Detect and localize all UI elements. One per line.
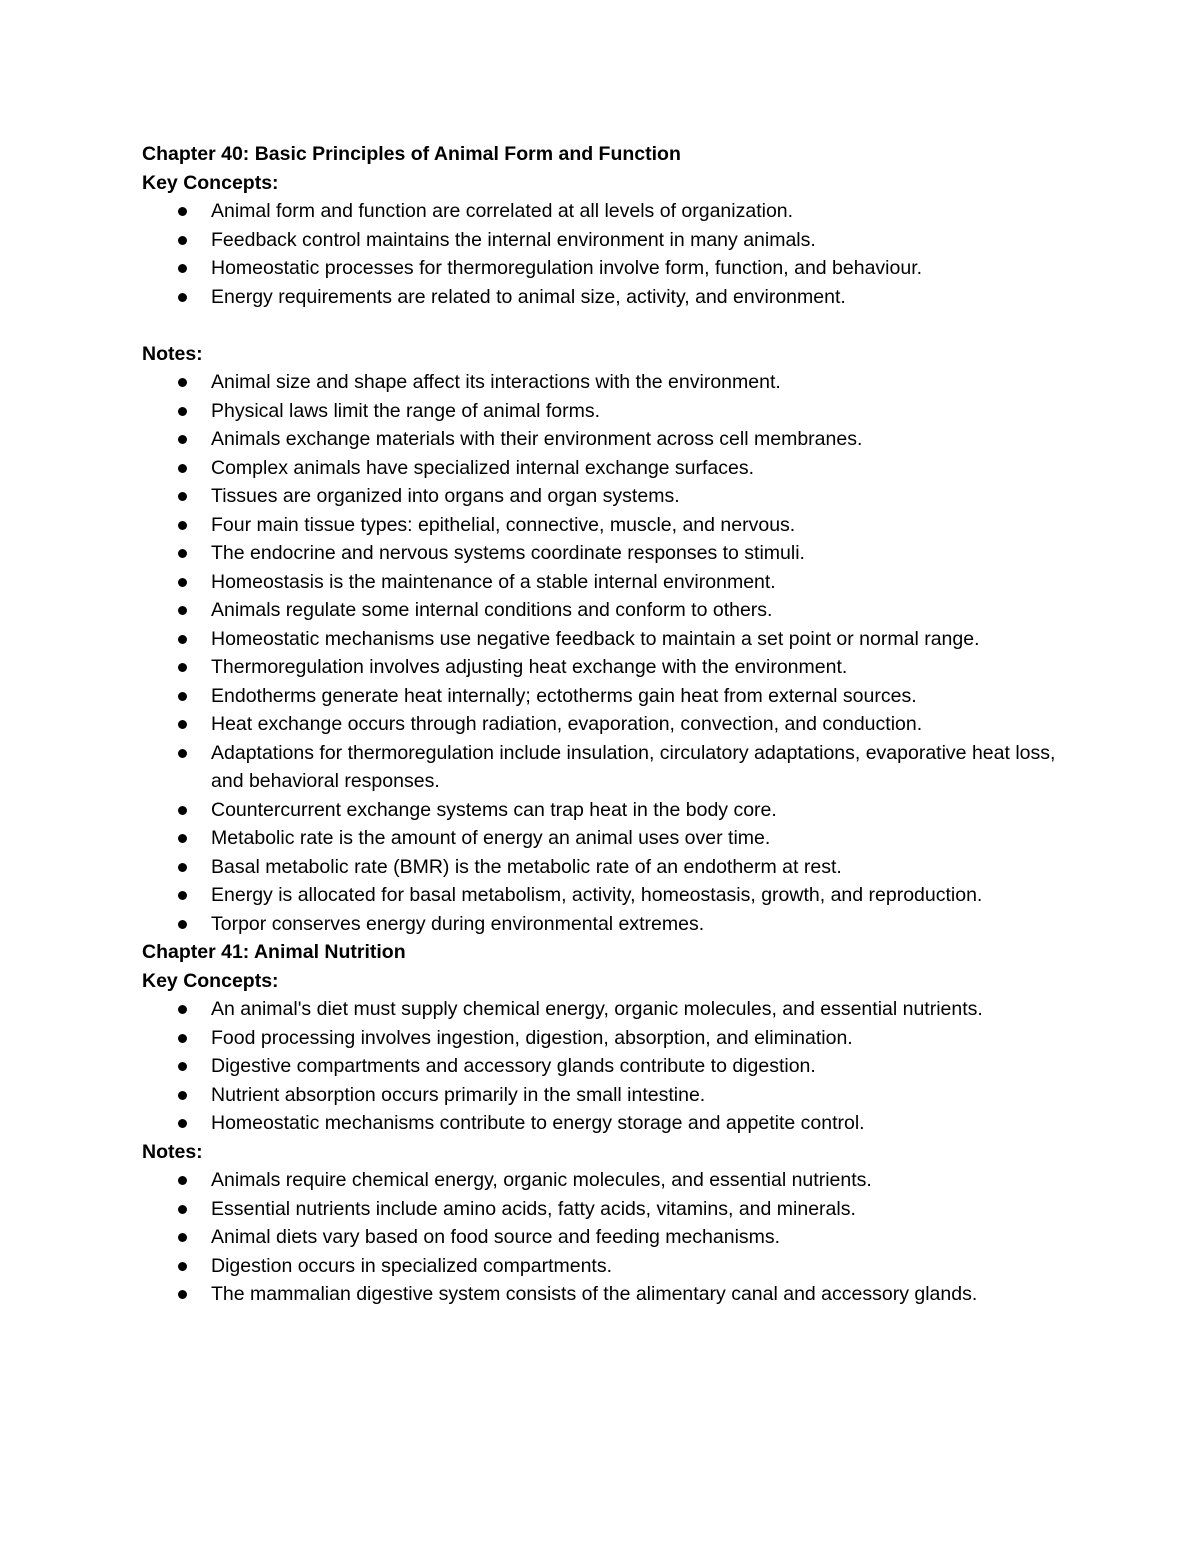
- list-item: [142, 539, 1072, 568]
- document-page: [142, 140, 1072, 1309]
- list-item-text: Energy requirements are related to animal size, activity, and environment.: [211, 285, 846, 308]
- list-item: [142, 1195, 1072, 1224]
- list-item: [142, 625, 1072, 654]
- bullet-icon: [178, 521, 187, 530]
- list-item-text: Tissues are organized into organs and organ systems.: [211, 485, 680, 507]
- list-item: [142, 1166, 1072, 1195]
- list-item: [142, 1024, 1072, 1053]
- list-item-text: Homeostatic mechanisms use negative feedback to maintain a set point or normal range.: [211, 627, 980, 650]
- list-item-text: Metabolic rate is the amount of energy an animal uses over time.: [211, 827, 771, 849]
- bullet-icon: [178, 606, 187, 615]
- list-item: [142, 368, 1072, 397]
- chapter-41-title: Chapter 41: Animal Nutrition: [142, 941, 406, 963]
- chapter-41-section: [142, 938, 1072, 1309]
- list-item-text: Heat exchange occurs through radiation, evaporation, convection, and conduction.: [211, 713, 923, 735]
- list-item-text: Digestive compartments and accessory glands contribute to digestion.: [211, 1055, 816, 1077]
- list-item: [142, 1252, 1072, 1281]
- list-item-text: An animal's diet must supply chemical energy, organic molecules, and essential nutrients.: [211, 998, 983, 1020]
- list-item: [142, 397, 1072, 426]
- bullet-icon: [178, 1233, 187, 1242]
- list-item-text: Physical laws limit the range of animal forms.: [211, 399, 601, 422]
- list-item: [142, 881, 1072, 910]
- list-item-text: Homeostatic processes for thermoregulation involve form, function, and behaviour.: [211, 257, 923, 279]
- bullet-icon: [178, 1176, 187, 1185]
- list-item: [142, 226, 1072, 255]
- list-item-text: Adaptations for thermoregulation include insulation, circulatory adaptations, evaporative heat loss, and behavioral responses.: [211, 741, 1056, 792]
- list-item: [142, 1223, 1072, 1252]
- bullet-icon: [178, 635, 187, 644]
- list-item-text: The mammalian digestive system consists of the alimentary canal and accessory glands.: [211, 1283, 978, 1305]
- list-item: [142, 653, 1072, 682]
- list-item-text: Countercurrent exchange systems can trap heat in the body core.: [211, 798, 777, 821]
- chapter-41-key-concepts-label: Key Concepts:: [142, 969, 279, 992]
- bullet-icon: [178, 293, 187, 302]
- list-item: [142, 511, 1072, 540]
- list-item: [142, 710, 1072, 739]
- chapter-40-key-concepts-list: [142, 197, 1072, 311]
- chapter-41-notes-label: Notes:: [142, 1140, 203, 1163]
- list-item: [142, 254, 1072, 283]
- list-item: [142, 482, 1072, 511]
- chapter-40-notes-label: Notes:: [142, 342, 203, 365]
- chapter-41-notes-list: [142, 1166, 1072, 1309]
- list-item: [142, 1109, 1072, 1138]
- bullet-icon: [178, 1119, 187, 1128]
- bullet-icon: [178, 1062, 187, 1071]
- list-item: [142, 739, 1072, 796]
- list-item-text: Essential nutrients include amino acids, fatty acids, vitamins, and minerals.: [211, 1197, 856, 1220]
- bullet-icon: [178, 435, 187, 444]
- bullet-icon: [178, 1091, 187, 1100]
- bullet-icon: [178, 549, 187, 558]
- list-item: [142, 425, 1072, 454]
- list-item: [142, 197, 1072, 226]
- list-item-text: Nutrient absorption occurs primarily in the small intestine.: [211, 1083, 706, 1106]
- chapter-41-key-concepts-list: [142, 995, 1072, 1138]
- list-item-text: Feedback control maintains the internal environment in many animals.: [211, 228, 816, 251]
- bullet-icon: [178, 891, 187, 900]
- list-item-text: Torpor conserves energy during environmental extremes.: [211, 912, 705, 935]
- list-item: [142, 995, 1072, 1024]
- list-item: [142, 1081, 1072, 1110]
- list-item: [142, 283, 1072, 312]
- bullet-icon: [178, 863, 187, 872]
- bullet-icon: [178, 834, 187, 843]
- bullet-icon: [178, 1005, 187, 1014]
- bullet-icon: [178, 1262, 187, 1271]
- list-item: [142, 824, 1072, 853]
- list-item-text: Animals exchange materials with their environment across cell membranes.: [211, 428, 863, 450]
- bullet-icon: [178, 920, 187, 929]
- bullet-icon: [178, 378, 187, 387]
- bullet-icon: [178, 578, 187, 587]
- list-item-text: Homeostasis is the maintenance of a stable internal environment.: [211, 570, 776, 593]
- list-item-text: Food processing involves ingestion, digestion, absorption, and elimination.: [211, 1026, 853, 1049]
- chapter-40-key-concepts-label: Key Concepts:: [142, 171, 279, 194]
- bullet-icon: [178, 236, 187, 245]
- bullet-icon: [178, 1205, 187, 1214]
- list-item-text: Energy is allocated for basal metabolism, activity, homeostasis, growth, and reproduction.: [211, 884, 983, 906]
- bullet-icon: [178, 806, 187, 815]
- list-item: [142, 454, 1072, 483]
- bullet-icon: [178, 264, 187, 273]
- list-item-text: Animals require chemical energy, organic molecules, and essential nutrients.: [211, 1169, 872, 1191]
- list-item-text: Thermoregulation involves adjusting heat exchange with the environment.: [211, 656, 848, 678]
- list-item-text: Animal size and shape affect its interactions with the environment.: [211, 371, 781, 393]
- list-item-text: Digestion occurs in specialized compartments.: [211, 1254, 613, 1277]
- bullet-icon: [178, 207, 187, 216]
- list-item: [142, 596, 1072, 625]
- bullet-icon: [178, 663, 187, 672]
- chapter-40-title: Chapter 40: Basic Principles of Animal Form and Function: [142, 143, 681, 165]
- list-item: [142, 568, 1072, 597]
- list-item: [142, 853, 1072, 882]
- chapter-40-section: [142, 140, 1072, 938]
- chapter-40-notes-list: [142, 368, 1072, 938]
- list-item-text: Animal diets vary based on food source and feeding mechanisms.: [211, 1226, 781, 1248]
- bullet-icon: [178, 692, 187, 701]
- list-item-text: The endocrine and nervous systems coordinate responses to stimuli.: [211, 542, 805, 564]
- bullet-icon: [178, 749, 187, 758]
- bullet-icon: [178, 492, 187, 501]
- bullet-icon: [178, 720, 187, 729]
- list-item-text: Endotherms generate heat internally; ectotherms gain heat from external sources.: [211, 684, 917, 707]
- list-item-text: Homeostatic mechanisms contribute to energy storage and appetite control.: [211, 1112, 865, 1134]
- bullet-icon: [178, 464, 187, 473]
- bullet-icon: [178, 1034, 187, 1043]
- list-item: [142, 910, 1072, 939]
- list-item: [142, 682, 1072, 711]
- blank-line: [142, 311, 1072, 340]
- list-item-text: Animals regulate some internal conditions and conform to others.: [211, 599, 773, 621]
- list-item-text: Basal metabolic rate (BMR) is the metabolic rate of an endotherm at rest.: [211, 855, 842, 878]
- bullet-icon: [178, 407, 187, 416]
- list-item-text: Complex animals have specialized internal exchange surfaces.: [211, 456, 755, 479]
- list-item-text: Four main tissue types: epithelial, connective, muscle, and nervous.: [211, 513, 796, 536]
- list-item: [142, 1052, 1072, 1081]
- list-item-text: Animal form and function are correlated at all levels of organization.: [211, 200, 794, 222]
- list-item: [142, 1280, 1072, 1309]
- list-item: [142, 796, 1072, 825]
- bullet-icon: [178, 1290, 187, 1299]
